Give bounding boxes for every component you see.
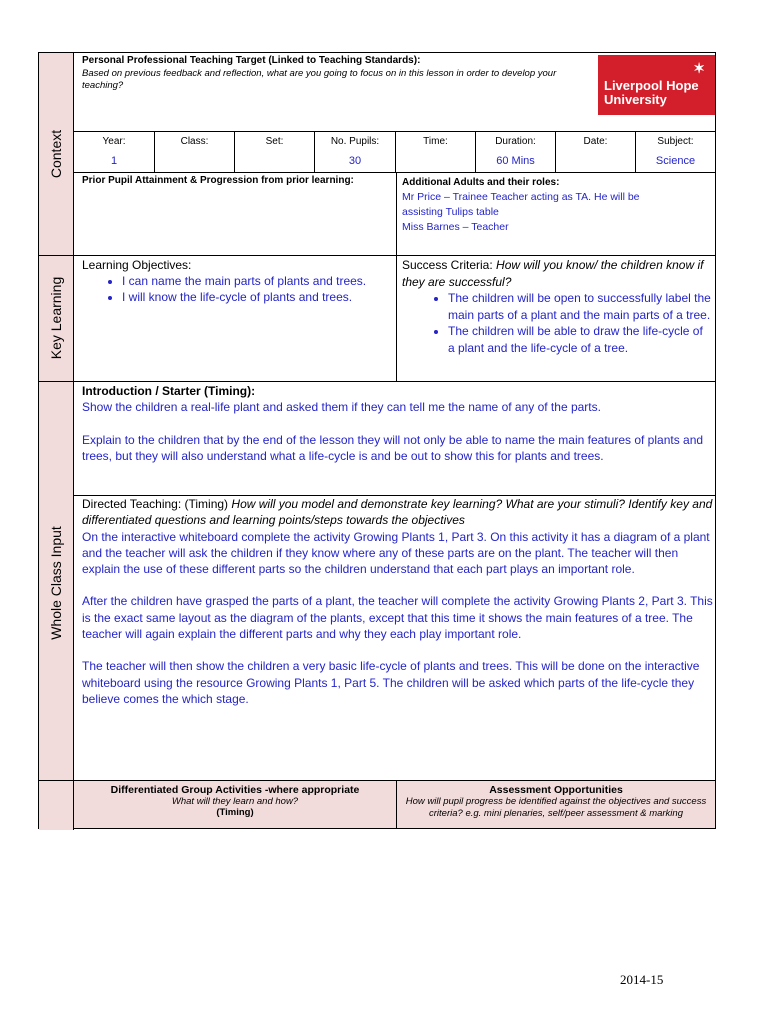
objectives-title: Learning Objectives: [82,258,192,272]
diff-title: Differentiated Group Activities -where appropriate [110,784,360,796]
adults-line-3: Miss Barnes – Teacher [402,221,509,233]
criteria-title: Success Criteria: [402,258,493,272]
date-cell [556,132,636,172]
lesson-plan-form [38,52,716,829]
directed-teaching [82,496,714,707]
logo-line-2: University [604,92,667,107]
assessment-opportunities [397,781,715,828]
directed-paragraph-3: The teacher will then show the children a very basic life-cycle of plants and trees. This will be done on the interactive whiteboard using the resource Growing Plants 1, Part 5. The children will be asked which parts of the life-cycle they believe comes the which stage. [82,659,700,706]
success-criteria [402,257,712,356]
set-cell [235,132,315,172]
directed-paragraph-2: After the children have grasped the parts of a plant, the teacher will complete the activity Growing Plants 2, Part 3. This is the exact same layout as the diagram of the plants, except that this time it shows the main features of a tree. The teacher will again explain the different parts and why they each play important role. [82,594,713,642]
target-title: Personal Professional Teaching Target (Linked to Teaching Standards): [82,55,421,66]
footer-year: 2014-15 [620,972,664,987]
objective-item: • I will know the life-cycle of plants and trees. [122,289,394,305]
criteria-list [402,290,712,356]
divider [39,255,715,256]
subject-cell [636,132,715,172]
context-label: Context [48,129,64,179]
criteria-item: • The children will be open to successfully label the main parts of a plant and the main parts of a tree. [448,290,712,323]
prior-attainment [82,175,392,186]
divider [396,255,397,381]
intro-title: Introduction / Starter (Timing): [82,384,256,398]
objective-item: • I can name the main parts of plants and trees. [122,273,394,289]
subject-label: Subject: [657,136,694,147]
university-logo [598,55,715,115]
criteria-item: • The children will be able to draw the life-cycle of a plant and the life-cycle of a tree. [448,323,712,356]
criteria-question: How will you know/ the children know if they are successful? [402,258,704,289]
assess-subtitle: How will pupil progress be identified against the objectives and success criteria? e.g. mini plenaries, self/peer assessment & marking [405,796,707,819]
logo-line-1: Liverpool Hope [604,78,699,93]
year-cell [74,132,155,172]
adults-line-2: assisting Tulips table [402,206,499,218]
teaching-target [82,55,592,92]
class-cell [155,132,235,172]
key-learning-side-panel [39,255,74,381]
prior-label: Prior Pupil Attainment & Progression from prior learning: [82,175,354,186]
intro-paragraph-1: Show the children a real-life plant and asked them if they can tell me the name of any of the parts. [82,400,601,415]
differentiated-activities [74,781,396,828]
whole-class-side-panel [39,381,74,830]
directed-title: Directed Teaching: (Timing) [82,497,229,511]
pupils-cell [315,132,396,172]
learning-objectives [82,257,394,305]
additional-adults [402,175,712,235]
year-value: 1 [110,155,118,167]
date-label: Date: [583,136,608,147]
time-cell [396,132,476,172]
time-label: Time: [423,136,448,147]
diff-timing: (Timing) [216,807,254,818]
key-learning-label: Key Learning [48,276,64,360]
duration-cell [476,132,556,172]
assess-title: Assessment Opportunities [489,784,623,796]
star-icon: ✶ [693,60,705,76]
set-label: Set: [265,136,284,147]
divider [39,381,715,382]
adults-label: Additional Adults and their roles: [402,177,560,188]
diff-subtitle: What will they learn and how? [171,796,299,807]
divider [396,172,397,255]
whole-class-label: Whole Class Input [48,526,64,640]
adults-line-1: Mr Price – Trainee Teacher acting as TA. He will be [402,191,640,203]
duration-label: Duration: [495,136,536,147]
class-label: Class: [180,136,209,147]
year-label: Year: [102,136,126,147]
subject-value: Science [655,155,696,167]
lesson-info-grid [74,132,715,172]
context-side-panel [39,53,74,255]
objectives-list [82,273,394,305]
directed-paragraph-1: On the interactive whiteboard complete the activity Growing Plants 1, Part 3. On this activity it has a diagram of a plant and the teacher will ask the children if they know where any of these parts are on the plant. The teacher will then explain the use of these different parts so the children understand that each part plays an important role. [82,529,710,577]
target-description: Based on previous feedback and reflection, what are you going to focus on in this lesson in order to develop your teaching? [82,68,557,91]
duration-value: 60 Mins [496,155,535,167]
directed-prompt: How will you model and demonstrate key learning? What are your stimuli? Identify key and differentiated questions and learning points/steps towards the objectives [82,497,713,528]
divider [74,172,715,173]
pupils-value: 30 [348,155,362,167]
introduction [82,383,714,464]
intro-paragraph-2: Explain to the children that by the end of the lesson they will not only be able to name the main features of plants and trees, but they will also understand what a life-cycle is and be out to show this for plants and trees. [82,432,704,463]
pupils-label: No. Pupils: [330,136,380,147]
